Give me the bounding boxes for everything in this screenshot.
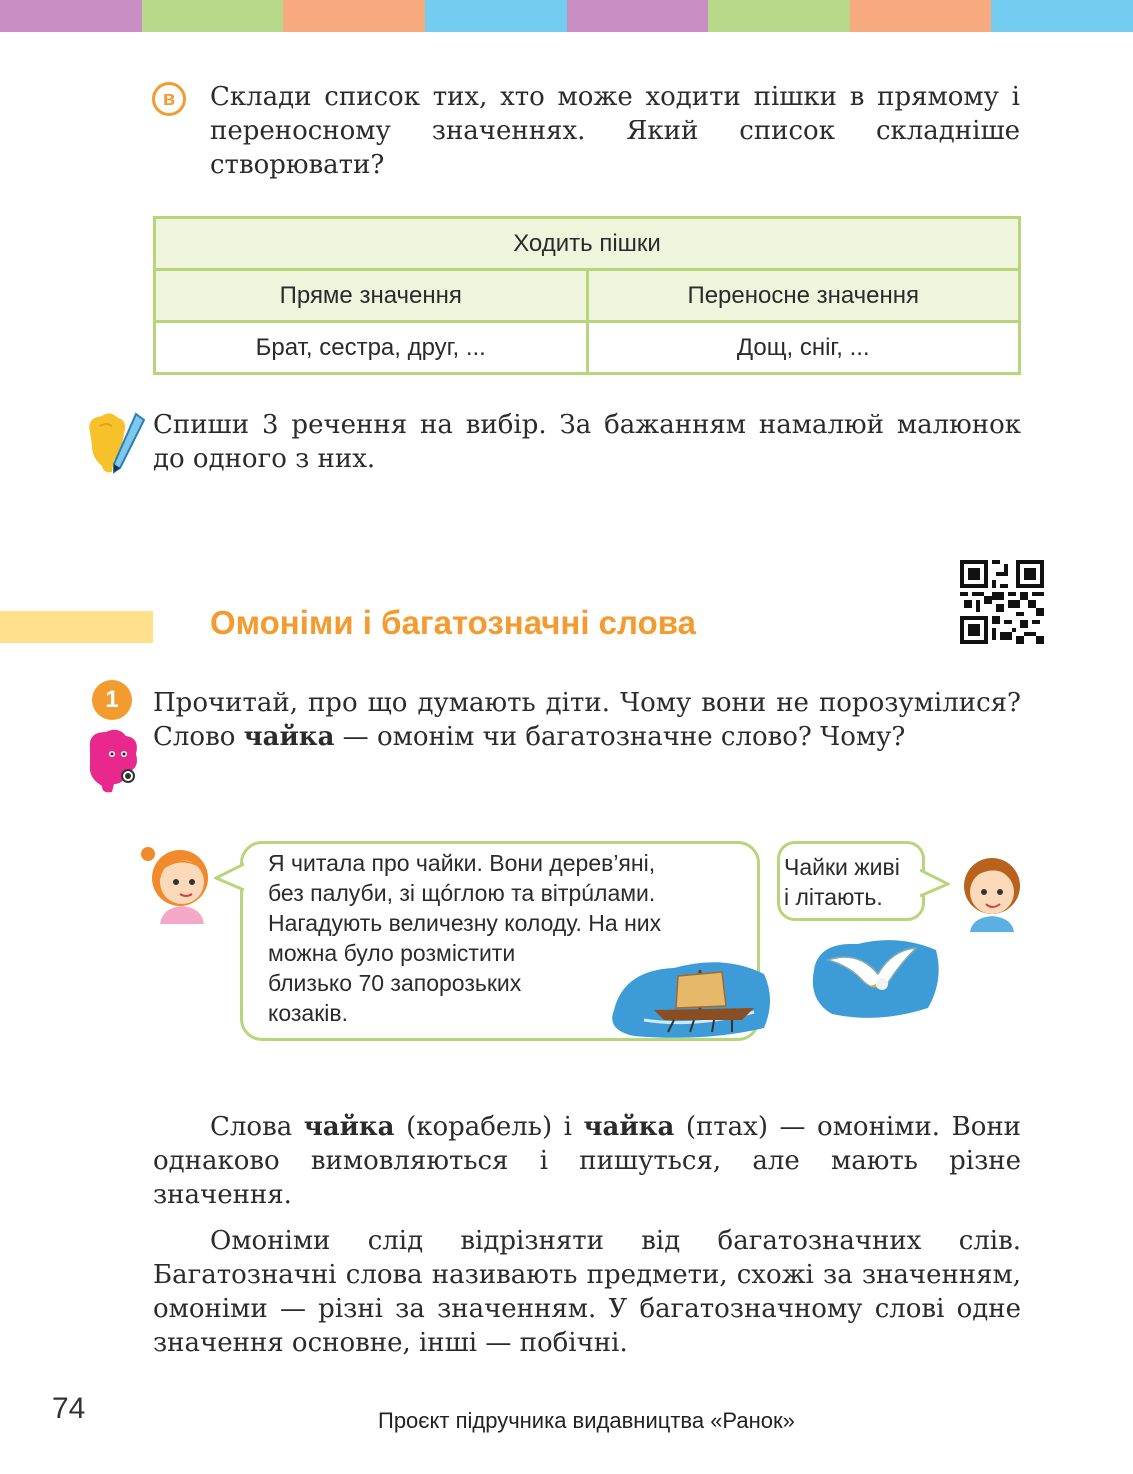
bold-word: чайка bbox=[303, 1112, 395, 1142]
footer-text: Проєкт підручника видавництва «Ранок» bbox=[378, 1408, 795, 1433]
task-1-text-part: — омонім чи багатозначне слово? Чому? bbox=[334, 722, 906, 752]
table-cell-direct: Брат, сестра, друг, ... bbox=[155, 322, 588, 374]
stripe bbox=[0, 0, 142, 32]
bubble-tail bbox=[920, 868, 950, 898]
table-cell-figurative: Дощ, сніг, ... bbox=[587, 322, 1020, 374]
pen-hand-icon bbox=[84, 410, 150, 476]
speech-line: без палуби, зі щóглою та вітрúлами. bbox=[268, 880, 656, 906]
task-1-text bbox=[153, 686, 1021, 754]
stripe bbox=[850, 0, 992, 32]
bold-word: чайка bbox=[583, 1112, 675, 1142]
task-number-badge: 1 bbox=[92, 680, 132, 720]
boy-speech-text bbox=[784, 852, 924, 912]
speech-line: Нагадують величезну колоду. На них bbox=[268, 910, 662, 936]
paragraph-text: Слова bbox=[210, 1112, 304, 1142]
seagull-icon bbox=[808, 930, 944, 1024]
section-title: Омоніми і багатозначні слова bbox=[210, 604, 696, 641]
task-letter-badge: в bbox=[152, 82, 186, 116]
paragraph-text: (птах) — омоніми. Вони однаково вимовляються і пишуться, але мають різне значення. bbox=[153, 1112, 1021, 1210]
homonym-definition-paragraph bbox=[153, 1110, 1021, 1212]
task-1-bold-word: чайка bbox=[243, 722, 335, 752]
stripe bbox=[991, 0, 1133, 32]
thinking-head-icon bbox=[84, 728, 144, 794]
table-title: Ходить пішки bbox=[155, 218, 1020, 270]
stripe bbox=[708, 0, 850, 32]
stripe bbox=[142, 0, 284, 32]
speech-line: Я читала про чайки. Вони дерев’яні, bbox=[268, 850, 656, 876]
section-bar bbox=[0, 611, 153, 643]
boy-character-icon bbox=[952, 852, 1032, 932]
paragraph-text: (корабель) і bbox=[394, 1112, 584, 1142]
top-color-stripes bbox=[0, 0, 1133, 32]
bubble-tail bbox=[214, 862, 244, 892]
girl-character-icon bbox=[140, 840, 216, 924]
polysemy-paragraph: Омоніми слід відрізняти від багатозначних слів. Багатозначні слова називають предмети, схожі за значенням, омоніми — різні за значенням. У багатозначному слові одне значення основне, інші — побічні. bbox=[153, 1226, 1021, 1358]
cossack-boat-icon bbox=[604, 950, 776, 1040]
stripe bbox=[283, 0, 425, 32]
table-header-direct: Пряме значення bbox=[155, 270, 588, 322]
task-1-text-part: Прочитай, про що думають діти. Чому вони не порозумілися? Слово bbox=[153, 688, 1021, 752]
table-header-figurative: Переносне значення bbox=[587, 270, 1020, 322]
speech-line: близько 70 запорозьких bbox=[268, 970, 522, 996]
table-row bbox=[155, 322, 1020, 374]
stripe bbox=[425, 0, 567, 32]
qr-code-icon[interactable] bbox=[960, 560, 1044, 644]
speech-line: і літають. bbox=[784, 884, 883, 910]
task-v-text: Склади список тих, хто може ходити пішки в прямому і переносному значеннях. Який список складніше створювати? bbox=[210, 82, 1020, 180]
stripe bbox=[567, 0, 709, 32]
meaning-table bbox=[153, 216, 1021, 375]
speech-line: Чайки живі bbox=[784, 854, 900, 880]
table-header-row bbox=[155, 270, 1020, 322]
page-number: 74 bbox=[52, 1392, 86, 1425]
speech-line: козаків. bbox=[268, 1000, 348, 1026]
speech-line: можна було розмістити bbox=[268, 940, 516, 966]
task-write-text: Спиши 3 речення на вибір. За бажанням намалюй малюнок до одного з них. bbox=[153, 410, 1021, 474]
table-title-row bbox=[155, 218, 1020, 270]
